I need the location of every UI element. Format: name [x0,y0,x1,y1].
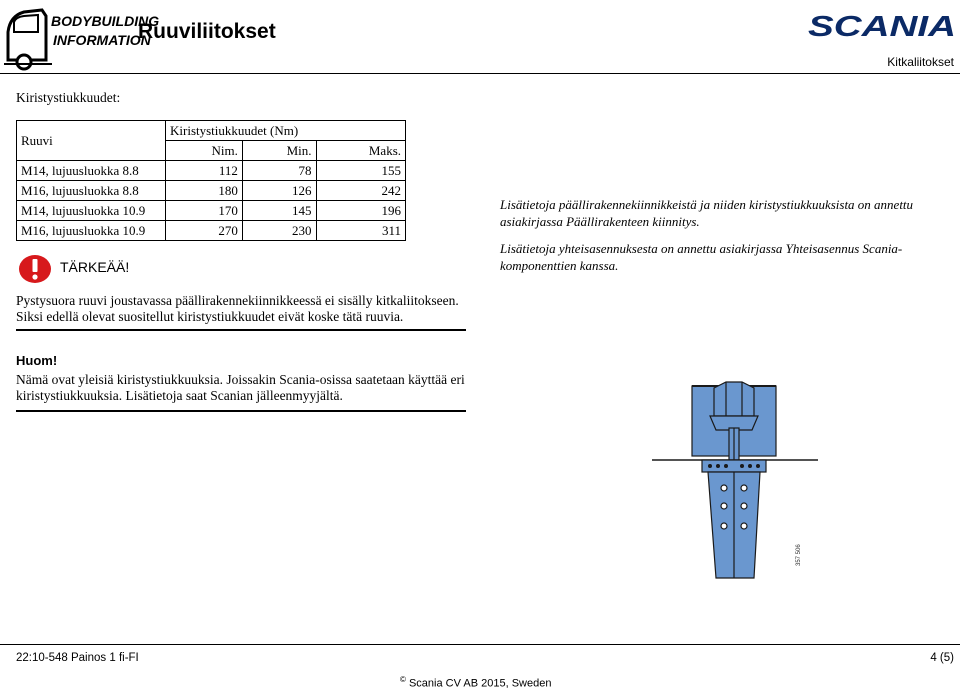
col-header-maks: Maks. [316,141,405,161]
table-row [17,221,406,241]
cell-ruuvi: M16, lujuusluokka 8.8 [17,181,166,201]
cell-maks: 242 [316,181,405,201]
col-header-torque-group: Kiristystiukkuudet (Nm) [166,121,406,141]
warning-icon [18,254,52,284]
cell-ruuvi: M14, lujuusluokka 8.8 [17,161,166,181]
col-header-min: Min. [242,141,316,161]
cell-nim: 170 [166,201,243,221]
copyright [400,675,551,690]
cell-min: 230 [242,221,316,241]
section-intro: Kiristystiukkuudet: [16,90,121,105]
header-divider [0,73,960,74]
cell-maks: 311 [316,221,405,241]
figure-reference-number: 357 506 [796,544,802,566]
cell-min: 126 [242,181,316,201]
section-name: Kitkaliitokset [887,55,954,69]
scania-logo [808,10,958,43]
table-row [17,161,406,181]
table-row [17,181,406,201]
divider [16,410,466,412]
cell-min: 145 [242,201,316,221]
note-text: Nämä ovat yleisiä kiristystiukkuuksia. Joissakin Scania-osissa saatetaan käyttää eri [16,372,465,387]
cell-ruuvi: M16, lujuusluokka 10.9 [17,221,166,241]
cell-maks: 155 [316,161,405,181]
info-paragraph-bodywork-attachment: Lisätietoja päällirakennekiinnikkeistä ja niiden kiristystiukkuuksista on annettu asiakirjassa Päällirakenteen kiinnitys. [500,197,914,229]
page-number: 4 (5) [930,652,954,664]
note-title: Huom! [16,353,58,368]
cell-maks: 196 [316,201,405,221]
table-row [17,201,406,221]
svg-text:INFORMATION: INFORMATION [53,32,151,48]
cell-nim: 180 [166,181,243,201]
cell-min: 78 [242,161,316,181]
table-header-row [17,121,406,141]
svg-text:SCANIA: SCANIA [808,11,956,43]
page-title: Ruuviliitokset [138,20,276,43]
cell-nim: 112 [166,161,243,181]
document-number: 22:10-548 Painos 1 fi-FI [16,652,139,664]
divider [16,329,466,331]
cell-ruuvi: M14, lujuusluokka 10.9 [17,201,166,221]
important-text: Pystysuora ruuvi joustavassa päällirakennekiinnikkeessä ei sisälly kitkaliitokseen. [16,293,459,308]
copyright-text: Scania CV AB 2015, Sweden [408,677,552,690]
important-text: Siksi edellä olevat suositellut kiristystiukkuudet eivät koske tätä ruuvia. [16,309,404,324]
cell-nim: 270 [166,221,243,241]
footer-divider [0,644,960,645]
important-label: TÄRKEÄÄ! [60,259,130,275]
bracket-bolt-illustration [650,346,820,586]
copyright-symbol: © [400,675,406,684]
col-header-ruuvi: Ruuvi [17,121,166,161]
svg-text:BODYBUILDING: BODYBUILDING [51,13,160,29]
info-paragraph-joint-installation: Lisätietoja yhteisasennuksesta on annettu asiakirjassa Yhteisasennus Scania-komponenttien kanssa. [500,241,903,273]
note-text: kiristystiukkuuksia. Lisätietoja saat Scanian jälleenmyyjältä. [16,388,343,403]
torque-table [16,120,406,241]
bodybuilding-information-logo [2,2,160,72]
col-header-nim: Nim. [166,141,243,161]
